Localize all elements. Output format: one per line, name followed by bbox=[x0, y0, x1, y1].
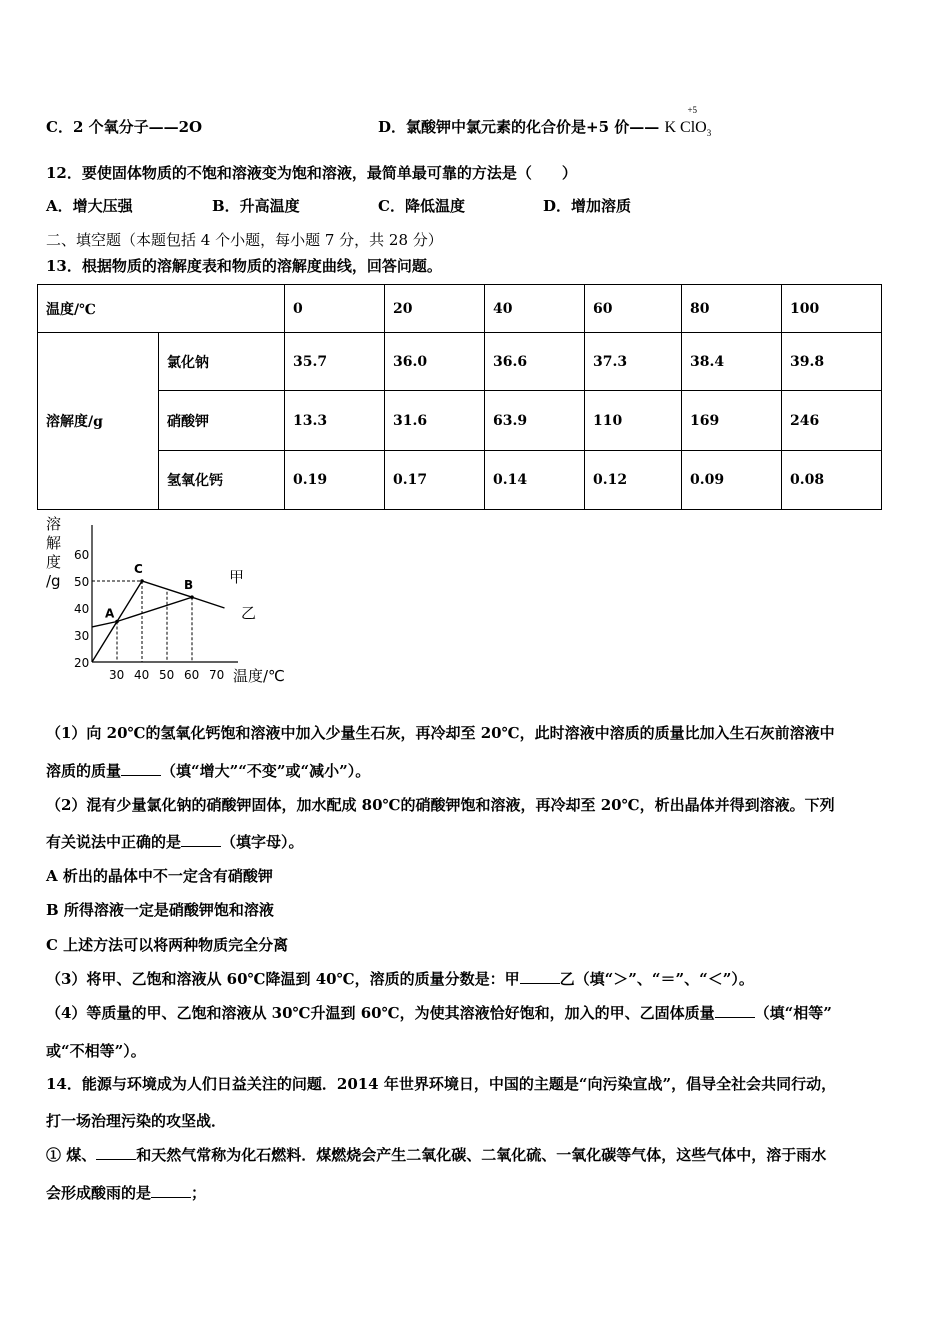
q11-option-c: C．2 个氧分子——2O bbox=[46, 118, 203, 136]
table-cell: 38.4 bbox=[682, 333, 782, 391]
data-point bbox=[115, 620, 119, 624]
q12-option-c: C．降低温度 bbox=[378, 197, 465, 215]
x-tick-label: 30 bbox=[109, 668, 125, 682]
point-label: A bbox=[105, 606, 115, 621]
q12-option-a: A．增大压强 bbox=[46, 197, 133, 215]
table-row bbox=[38, 333, 882, 391]
table-cell: 13.3 bbox=[285, 391, 385, 451]
q13-part4-b: 或“不相等”）。 bbox=[46, 1042, 146, 1060]
table-cell: 36.0 bbox=[385, 333, 485, 391]
q13-part4-text: （4）等质量的甲、乙饱和溶液从 30℃升温到 60℃，为使其溶液恰好饱和，加入的甲、乙固体质量 bbox=[46, 1004, 715, 1022]
q13-part1-a: （1）向 20℃的氢氧化钙饱和溶液中加入少量生石灰，再冷却至 20℃，此时溶液中溶质的质量比加入生石灰前溶液中 bbox=[46, 724, 835, 742]
data-point bbox=[190, 595, 194, 599]
answer-blank[interactable] bbox=[181, 834, 221, 847]
q14-part1-b bbox=[46, 1182, 206, 1203]
substance-name: 氢氧化钙 bbox=[159, 451, 285, 510]
temp-cell: 0 bbox=[285, 285, 385, 333]
substance-name: 氯化钠 bbox=[159, 333, 285, 391]
y-axis-label-char: 度 bbox=[46, 553, 62, 571]
q11-option-d-text: D．氯酸钾中氯元素的化合价是+5 价—— bbox=[378, 118, 660, 136]
solubility-label: 溶解度/g bbox=[38, 333, 159, 510]
y-tick-label: 30 bbox=[74, 629, 90, 643]
q13-part4-a bbox=[46, 1002, 832, 1023]
q14-part1-end: ； bbox=[191, 1184, 207, 1202]
table-cell: 0.12 bbox=[585, 451, 682, 510]
q13-part1-b bbox=[46, 760, 370, 781]
table-cell: 36.6 bbox=[485, 333, 585, 391]
q14-part1-text: ① 煤、 bbox=[46, 1146, 97, 1164]
temp-cell: 20 bbox=[385, 285, 485, 333]
temp-cell: 40 bbox=[485, 285, 585, 333]
series-label-yi: 乙 bbox=[241, 604, 257, 622]
q13-part1-hint: （填“增大”“不变”或“减小”）。 bbox=[161, 762, 371, 780]
table-cell: 0.08 bbox=[782, 451, 882, 510]
table-cell: 35.7 bbox=[285, 333, 385, 391]
temp-cell: 60 bbox=[585, 285, 682, 333]
point-label: B bbox=[184, 578, 194, 593]
y-axis-label bbox=[46, 515, 61, 590]
table-row bbox=[38, 451, 882, 510]
section-heading: 二、填空题（本题包括 4 个小题，每小题 7 分，共 28 分） bbox=[46, 231, 443, 249]
y-axis-label-char: 溶 bbox=[46, 515, 62, 533]
table-cell: 169 bbox=[682, 391, 782, 451]
q13-part2-text: 有关说法中正确的是 bbox=[46, 833, 182, 851]
x-axis-label: 温度/℃ bbox=[233, 667, 285, 685]
table-header-row bbox=[38, 285, 882, 333]
y-tick-label: 40 bbox=[74, 602, 90, 616]
q13-part2-a: （2）混有少量氯化钠的硝酸钾固体，加水配成 80℃的硝酸钾饱和溶液，再冷却至 20℃，析出晶体并得到溶液。下列 bbox=[46, 796, 835, 814]
q14-stem-a: 14．能源与环境成为人们日益关注的问题．2014 年世界环境日，中国的主题是“向污染宣战”，倡导全社会共同行动， bbox=[46, 1075, 837, 1093]
point-label: C bbox=[134, 562, 143, 576]
table-cell: 0.17 bbox=[385, 451, 485, 510]
temp-label: 温度/℃ bbox=[38, 285, 285, 333]
solubility-curve-chart bbox=[38, 513, 308, 688]
substance-name: 硝酸钾 bbox=[159, 391, 285, 451]
table-cell: 63.9 bbox=[485, 391, 585, 451]
q13-part4-hint: （填“相等” bbox=[754, 1004, 832, 1022]
x-tick-label: 40 bbox=[134, 668, 150, 682]
kclo3-formula: K Cl +5 $O_3$ bbox=[664, 105, 712, 139]
q13-part3-hint: 乙（填“＞”、“＝”、“＜”）。 bbox=[559, 970, 754, 988]
table-cell: 39.8 bbox=[782, 333, 882, 391]
y-tick-label: 60 bbox=[74, 548, 90, 562]
q13-choice-a: A 析出的晶体中不一定含有硝酸钾 bbox=[46, 867, 273, 885]
y-tick-label: 20 bbox=[74, 656, 90, 670]
table-cell: 0.19 bbox=[285, 451, 385, 510]
q13-part3 bbox=[46, 968, 754, 989]
data-point bbox=[140, 579, 144, 583]
q14-part1-question: 会形成酸雨的是 bbox=[46, 1184, 152, 1202]
table-cell: 31.6 bbox=[385, 391, 485, 451]
q13-choice-b: B 所得溶液一定是硝酸钾饱和溶液 bbox=[46, 901, 274, 919]
q13-part2-b bbox=[46, 831, 304, 852]
y-axis-label-char: 解 bbox=[46, 534, 62, 552]
q13-part2-hint: （填字母）。 bbox=[221, 833, 304, 851]
q12-option-d: D．增加溶质 bbox=[543, 197, 632, 215]
y-tick-label: 50 bbox=[74, 575, 90, 589]
table-cell: 37.3 bbox=[585, 333, 682, 391]
answer-blank[interactable] bbox=[520, 971, 560, 984]
y-axis-label-char: /g bbox=[46, 572, 61, 590]
q12-stem: 12．要使固体物质的不饱和溶液变为饱和溶液，最简单最可靠的方法是（ ） bbox=[46, 164, 577, 182]
table-cell: 0.09 bbox=[682, 451, 782, 510]
table-row bbox=[38, 391, 882, 451]
x-tick-label: 60 bbox=[184, 668, 200, 682]
q13-part3-text: （3）将甲、乙饱和溶液从 60℃降温到 40℃，溶质的质量分数是：甲 bbox=[46, 970, 520, 988]
series-label-jia: 甲 bbox=[229, 568, 245, 586]
answer-blank[interactable] bbox=[121, 763, 161, 776]
table-cell: 110 bbox=[585, 391, 682, 451]
x-tick-label: 50 bbox=[159, 668, 175, 682]
q14-part1-a bbox=[46, 1144, 826, 1165]
solubility-table bbox=[37, 284, 882, 510]
q13-choice-c: C 上述方法可以将两种物质完全分离 bbox=[46, 936, 289, 954]
q11-option-d bbox=[378, 105, 712, 139]
q14-part1-rest: 和天然气常称为化石燃料．煤燃烧会产生二氧化碳、二氧化硫、一氧化碳等气体，这些气体中，溶于雨水 bbox=[136, 1146, 827, 1164]
answer-blank[interactable] bbox=[151, 1185, 191, 1198]
temp-cell: 100 bbox=[782, 285, 882, 333]
q13-stem: 13．根据物质的溶解度表和物质的溶解度曲线，回答问题。 bbox=[46, 257, 442, 275]
q14-stem-b: 打一场治理污染的攻坚战． bbox=[46, 1112, 227, 1130]
table-cell: 0.14 bbox=[485, 451, 585, 510]
table-cell: 246 bbox=[782, 391, 882, 451]
q12-option-b: B．升高温度 bbox=[212, 197, 300, 215]
x-tick-label: 70 bbox=[209, 668, 225, 682]
answer-blank[interactable] bbox=[96, 1147, 136, 1160]
answer-blank[interactable] bbox=[715, 1005, 755, 1018]
temp-cell: 80 bbox=[682, 285, 782, 333]
q13-part1-text: 溶质的质量 bbox=[46, 762, 122, 780]
